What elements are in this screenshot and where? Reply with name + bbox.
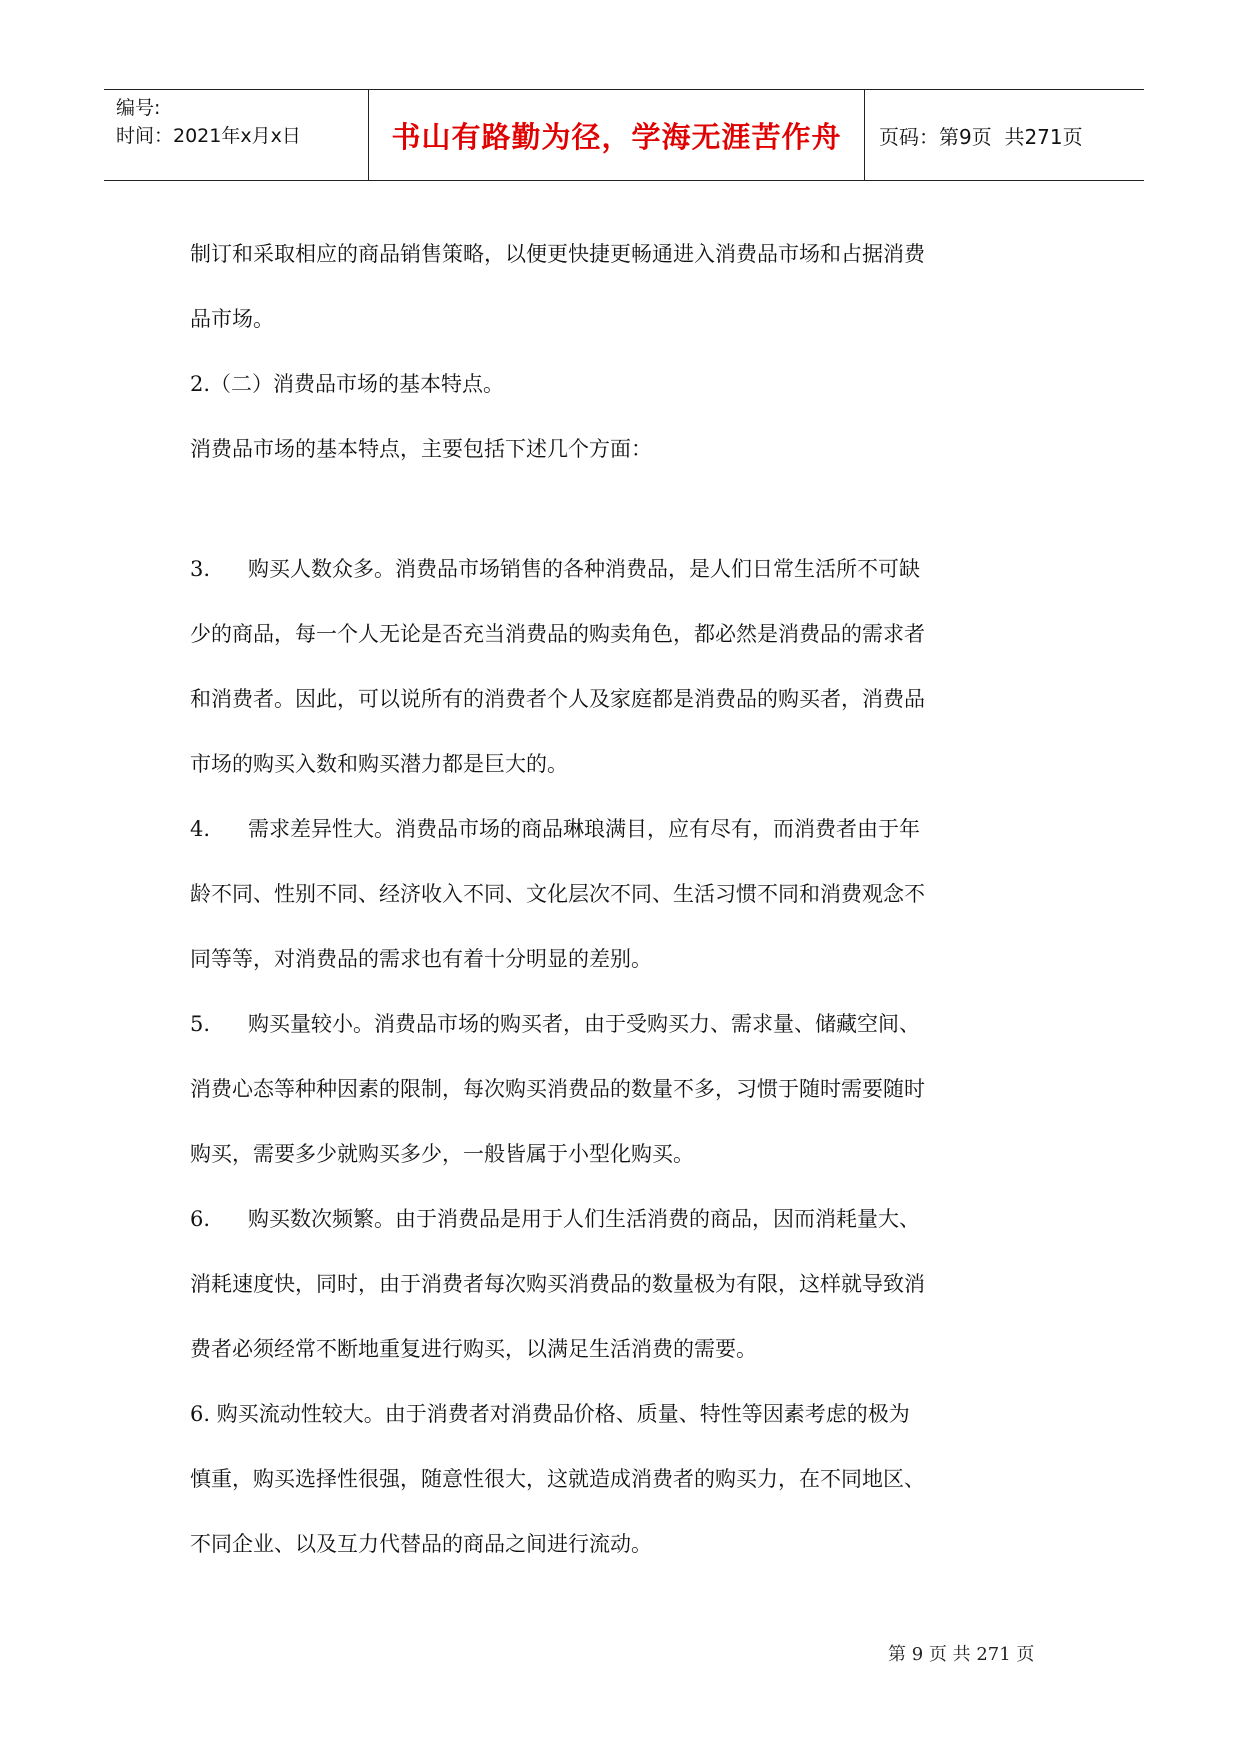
document-body [190, 222, 1070, 1577]
blank-space [190, 482, 1070, 537]
list-item-line: 龄不同、性别不同、经济收入不同、文化层次不同、生活习惯不同和消费观念不 [190, 882, 925, 906]
list-item-line: 少的商品，每一个人无论是否充当消费品的购卖角色，都必然是消费品的需求者 [190, 622, 925, 646]
list-item-line: 6. 购买流动性较大。由于消费者对消费品价格、质量、特性等因素考虑的极为 [190, 1402, 910, 1426]
header-info-cell [104, 90, 369, 180]
paragraph-line: 消费品市场的基本特点，主要包括下述几个方面： [190, 437, 652, 461]
document-header [104, 89, 1144, 181]
serial-number-label: 编号: [116, 97, 161, 119]
list-item-line: 需求差异性大。消费品市场的商品琳琅满目，应有尽有，而消费者由于年 [248, 817, 920, 841]
list-item-line: 购买数次频繁。由于消费品是用于人们生活消费的商品，因而消耗量大、 [248, 1207, 920, 1231]
page-footer: 第 9 页 共 271 页 [888, 1644, 1035, 1665]
list-item [190, 1187, 1070, 1382]
list-item-line: 消耗速度快，同时，由于消费者每次购买消费品的数量极为有限，这样就导致消 [190, 1272, 925, 1296]
list-number: 3. [190, 557, 211, 581]
paragraph-line: 品市场。 [190, 307, 274, 331]
list-item-line: 消费心态等种种因素的限制，每次购买消费品的数量不多，习惯于随时需要随时 [190, 1077, 925, 1101]
list-item [190, 537, 1070, 797]
list-item-line: 费者必须经常不断地重复进行购买，以满足生活消费的需要。 [190, 1337, 757, 1361]
header-motto: 书山有路勤为径，学海无涯苦作舟 [369, 90, 865, 180]
list-item-line: 购买，需要多少就购买多少，一般皆属于小型化购买。 [190, 1142, 694, 1166]
list-item-line: 和消费者。因此，可以说所有的消费者个人及家庭都是消费品的购买者，消费品 [190, 687, 925, 711]
list-item [190, 797, 1070, 992]
list-number: 6. [190, 1207, 211, 1231]
list-item-line: 慎重，购买选择性很强，随意性很大，这就造成消费者的购买力，在不同地区、 [190, 1467, 925, 1491]
list-item [190, 992, 1070, 1187]
list-number: 4. [190, 817, 211, 841]
list-item-line: 市场的购买入数和购买潜力都是巨大的。 [190, 752, 568, 776]
section-heading: 2.（二）消费品市场的基本特点。 [190, 372, 505, 396]
paragraph-line: 制订和采取相应的商品销售策略，以便更快捷更畅通进入消费品市场和占据消费 [190, 242, 925, 266]
list-number: 5. [190, 1012, 211, 1036]
date-label: 时间：2021年x月x日 [116, 125, 301, 147]
list-item [190, 1382, 1070, 1577]
list-item-line: 同等等，对消费品的需求也有着十分明显的差别。 [190, 947, 652, 971]
header-page-code: 页码：第9页 共271页 [879, 124, 1083, 149]
list-item-line: 购买量较小。消费品市场的购买者，由于受购买力、需求量、储藏空间、 [248, 1012, 920, 1036]
header-page-code-cell [865, 90, 1144, 180]
list-item-line: 购买人数众多。消费品市场销售的各种消费品，是人们日常生活所不可缺 [248, 557, 920, 581]
list-item-line: 不同企业、以及互力代替品的商品之间进行流动。 [190, 1532, 652, 1556]
